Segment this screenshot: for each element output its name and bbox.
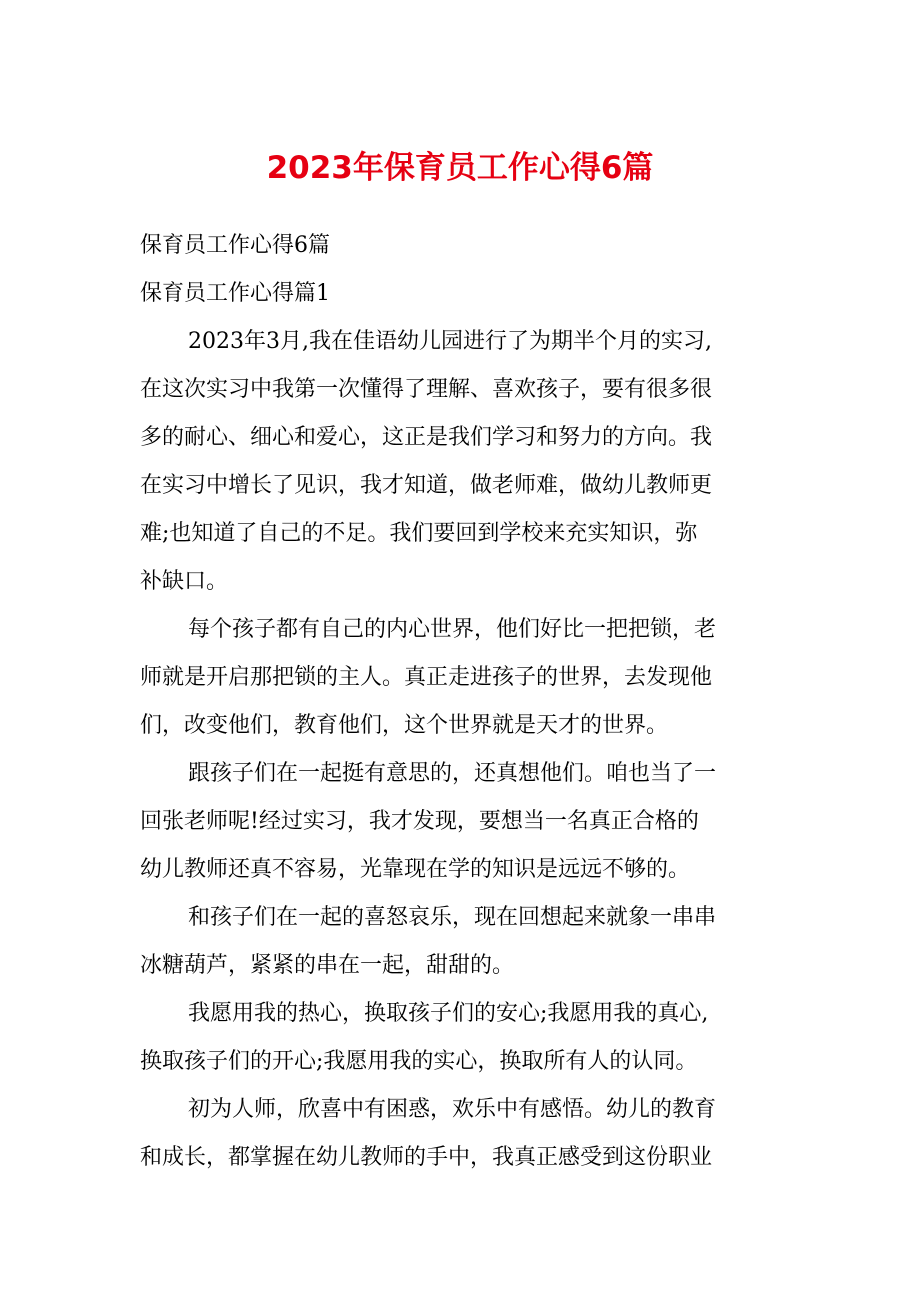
- paragraph-line: 2023年3月,我在佳语幼儿园进行了为期半个月的实习,: [188, 329, 712, 354]
- paragraph-line: 多的耐心、细心和爱心，这正是我们学习和努力的方向。我: [140, 425, 713, 450]
- paragraph-line: 们，改变他们，教育他们，这个世界就是天才的世界。: [140, 713, 669, 738]
- paragraph-line: 回张老师呢!经过实习，我才发现，要想当一名真正合格的: [140, 809, 699, 834]
- paragraph-line: 初为人师，欣喜中有困惑，欢乐中有感悟。幼儿的教育: [188, 1097, 717, 1122]
- document-subtitle: 保育员工作心得6篇: [140, 233, 330, 258]
- paragraph-line: 师就是开启那把锁的主人。真正走进孩子的世界，去发现他: [140, 665, 713, 690]
- paragraph-line: 我愿用我的热心，换取孩子们的安心;我愿用我的真心,: [188, 1001, 709, 1026]
- paragraph-line: 跟孩子们在一起挺有意思的，还真想他们。咱也当了一: [188, 761, 717, 786]
- paragraph-line: 难;也知道了自己的不足。我们要回到学校来充实知识，弥: [140, 521, 698, 546]
- paragraph-line: 每个孩子都有自己的内心世界，他们好比一把把锁，老: [188, 617, 717, 642]
- paragraph-line: 和孩子们在一起的喜怒哀乐，现在回想起来就象一串串: [188, 905, 717, 930]
- paragraph-line: 幼儿教师还真不容易，光靠现在学的知识是远远不够的。: [140, 857, 691, 882]
- paragraph-line: 和成长，都掌握在幼儿教师的手中，我真正感受到这份职业: [140, 1145, 713, 1170]
- paragraph-line: 冰糖葫芦，紧紧的串在一起，甜甜的。: [140, 953, 515, 978]
- document-title: 2023年保育员工作心得6篇: [266, 150, 654, 186]
- paragraph-line: 在这次实习中我第一次懂得了理解、喜欢孩子，要有很多很: [140, 377, 713, 402]
- paragraph-line: 补缺口。: [140, 569, 229, 594]
- paragraph-line: 换取孩子们的开心;我愿用我的实心，换取所有人的认同。: [140, 1049, 698, 1074]
- document-body: [140, 222, 780, 1182]
- section-heading: 保育员工作心得篇1: [140, 281, 330, 306]
- paragraph-line: 在实习中增长了见识，我才知道，做老师难，做幼儿教师更: [140, 473, 713, 498]
